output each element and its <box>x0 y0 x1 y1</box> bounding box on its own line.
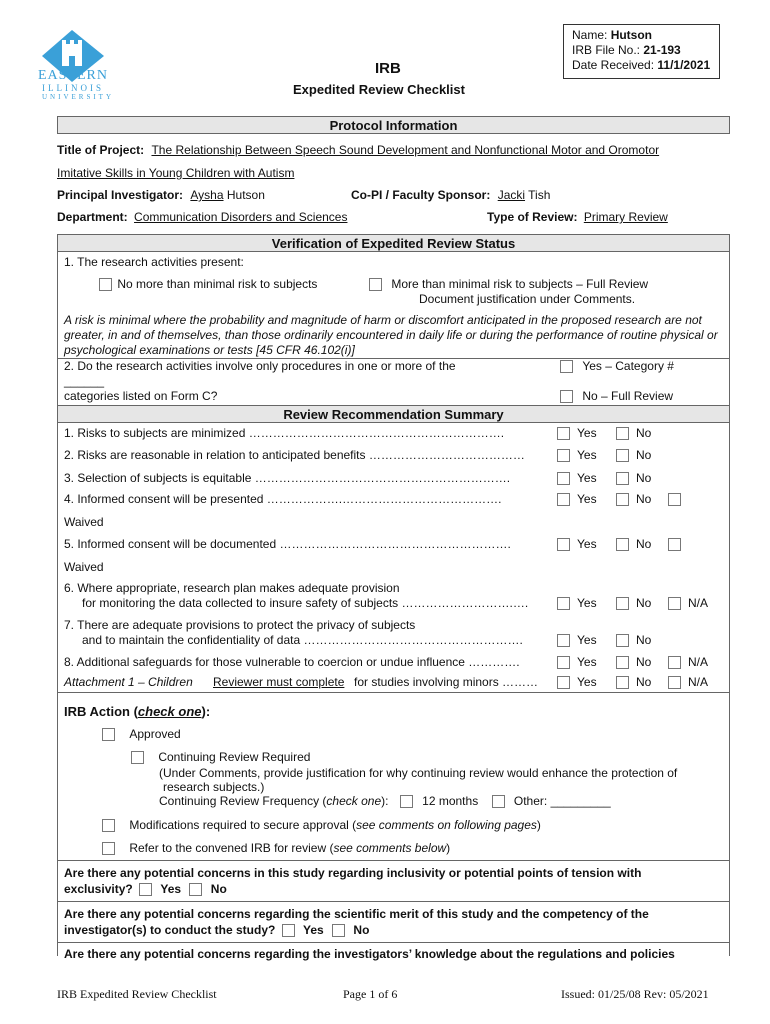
summary-item-7a: 7. There are adequate provisions to protect the privacy of subjects <box>64 618 416 632</box>
concern-2-no-checkbox[interactable] <box>332 924 345 937</box>
refer-em: see comments below <box>333 841 447 855</box>
summary-no-option-1 <box>616 426 651 440</box>
name-value: Hutson <box>610 28 653 42</box>
q2-text-1: 2. Do the research activities involve only procedures in one or more of the <box>64 359 456 373</box>
footer-center: Page 1 of 6 <box>343 987 398 1001</box>
minimal-risk-checkbox[interactable] <box>99 278 112 291</box>
dept-value: Communication Disorders and Sciences <box>134 210 348 224</box>
summary-yes-label-7: Yes <box>577 633 597 647</box>
summary-na-option-5 <box>668 537 681 551</box>
summary-yes-option-4 <box>557 492 597 506</box>
concern-2-no-label: No <box>353 923 370 937</box>
summary-item-3: 3. Selection of subjects is equitable ………………………………………………………. <box>64 471 511 485</box>
frequency-row <box>159 794 611 808</box>
summary-no-label-1: No <box>636 426 652 440</box>
summary-no-option-5 <box>616 537 651 551</box>
type-label: Type of Review: <box>487 210 578 224</box>
summary-yes-label-4: Yes <box>577 492 597 506</box>
summary-na-checkbox-9[interactable] <box>668 676 681 689</box>
concern-2-yes-label: Yes <box>303 923 324 937</box>
summary-na-option-8 <box>668 655 708 669</box>
summary-item-4: 4. Informed consent will be presented ……………….…………………………………. <box>64 492 502 506</box>
info-box <box>563 24 720 79</box>
continuing-checkbox[interactable] <box>131 751 144 764</box>
summary-no-label-5: No <box>636 537 652 551</box>
concern-1-line-2 <box>64 882 227 896</box>
summary-no-option-8 <box>616 655 651 669</box>
summary-yes-checkbox-4[interactable] <box>557 493 570 506</box>
summary-no-label-3: No <box>636 471 652 485</box>
summary-no-label-2: No <box>636 448 652 462</box>
summary-yes-option-2 <box>557 448 597 462</box>
copi-first: Jacki <box>497 188 526 202</box>
summary-no-checkbox-8[interactable] <box>616 656 629 669</box>
yes-category-checkbox[interactable] <box>560 360 573 373</box>
continuing-note-2: research subjects.) <box>163 780 265 794</box>
footer-right: Issued: 01/25/08 Rev: 05/2021 <box>561 987 709 1001</box>
concern-1-no-checkbox[interactable] <box>189 883 202 896</box>
summary-yes-checkbox-3[interactable] <box>557 472 570 485</box>
no-full-label: No – Full Review <box>582 389 674 403</box>
file-label: IRB File No.: <box>572 43 641 57</box>
summary-no-label-8: No <box>636 655 652 669</box>
refer-option <box>102 841 450 855</box>
summary-no-checkbox-5[interactable] <box>616 538 629 551</box>
frequency-em: check one <box>326 794 382 808</box>
concern-2-line-2 <box>64 923 369 937</box>
footer-left: IRB Expedited Review Checklist <box>57 987 217 1001</box>
pi-last: Hutson <box>226 188 265 202</box>
summary-yes-label-8: Yes <box>577 655 597 669</box>
approved-label: Approved <box>129 727 181 741</box>
summary-item-6b: for monitoring the data collected to insure safety of subjects ……………………….…. <box>82 596 529 610</box>
concern-3-line-1: Are there any potential concerns regarding the investigators’ knowledge about the regulations and policies <box>64 947 675 961</box>
summary-section-header: Review Recommendation Summary <box>57 405 730 423</box>
title-value-2: Imitative Skills in Young Children with Autism <box>57 166 295 180</box>
no-full-checkbox[interactable] <box>560 390 573 403</box>
date-label: Date Received: <box>572 58 655 72</box>
irb-action-title <box>64 704 210 719</box>
no-full-option <box>560 389 673 403</box>
summary-yes-checkbox-2[interactable] <box>557 449 570 462</box>
summary-na-checkbox-4[interactable] <box>668 493 681 506</box>
q2-text-2: categories listed on Form C? <box>64 389 218 403</box>
summary-yes-option-6 <box>557 596 597 610</box>
logo-text-university: UNIVERSITY <box>42 93 114 101</box>
other-checkbox[interactable] <box>492 795 505 808</box>
summary-na-label-8: N/A <box>688 655 709 669</box>
concern-1-question: exclusivity? <box>64 882 133 896</box>
university-logo <box>32 26 112 106</box>
approved-checkbox[interactable] <box>102 728 115 741</box>
more-risk-checkbox[interactable] <box>369 278 382 291</box>
summary-item-6a: 6. Where appropriate, research plan makes adequate provision <box>64 581 400 595</box>
summary-no-label-7: No <box>636 633 652 647</box>
approved-option <box>102 727 181 741</box>
frequency-label: Continuing Review Frequency ( <box>159 794 327 808</box>
risk-definition: A risk is minimal where the probability and magnitude of harm or discomfort anticipated in the proposed research are not greater, in and of themselves, than those ordinarily encountered in daily life or during the performance of routine physical or psychological examinations or tests [45 CFR 46.102(i)] <box>64 313 718 357</box>
summary-na-label-9: N/A <box>688 675 709 689</box>
dept-label: Department: <box>57 210 128 224</box>
summary-no-checkbox-1[interactable] <box>616 427 629 440</box>
summary-item-2: 2. Risks are reasonable in relation to anticipated benefits ………………………………… <box>64 448 525 462</box>
concern-1-yes-label: Yes <box>160 882 182 896</box>
verification-section-header: Verification of Expedited Review Status <box>57 234 730 252</box>
summary-no-option-3 <box>616 471 651 485</box>
frequency-end: ): <box>381 794 389 808</box>
summary-item-8: 8. Additional safeguards for those vulnerable to coercion or undue influence …………. <box>64 655 520 669</box>
summary-na-checkbox-6[interactable] <box>668 597 681 610</box>
q1-text: 1. The research activities present: <box>64 255 244 269</box>
summary-na-option-9 <box>668 675 708 689</box>
summary-yes-label-9: Yes <box>577 675 597 689</box>
summary-yes-label-5: Yes <box>577 537 597 551</box>
yes-category-option <box>560 359 674 373</box>
summary-yes-option-3 <box>557 471 597 485</box>
summary-no-checkbox-7[interactable] <box>616 634 629 647</box>
title-label: Title of Project: <box>57 143 145 157</box>
irb-action-title-text: IRB Action ( <box>64 704 138 719</box>
summary-no-checkbox-4[interactable] <box>616 493 629 506</box>
summary-na-checkbox-5[interactable] <box>668 538 681 551</box>
modifications-option <box>102 818 541 832</box>
modifications-checkbox[interactable] <box>102 819 115 832</box>
continuing-label: Continuing Review Required <box>158 750 311 764</box>
summary-yes-checkbox-6[interactable] <box>557 597 570 610</box>
irb-action-title-end: ): <box>201 704 211 719</box>
modifications-end: ) <box>536 818 541 832</box>
summary-yes-option-7 <box>557 633 597 647</box>
concern-2-line-1: Are there any potential concerns regarding the scientific merit of this study and the competency of the <box>64 907 649 921</box>
name-label: Name: <box>572 28 608 42</box>
modifications-label: Modifications required to secure approval ( <box>129 818 357 832</box>
refer-end: ) <box>446 841 451 855</box>
summary-yes-checkbox-9[interactable] <box>557 676 570 689</box>
concern-1-line-1: Are there any potential concerns in this study regarding inclusivity or potential points of tension with <box>64 866 642 880</box>
copi-row <box>351 188 550 202</box>
summary-no-checkbox-2[interactable] <box>616 449 629 462</box>
summary-item-5: 5. Informed consent will be documented …………………………………………………. <box>64 537 511 551</box>
pi-row <box>57 188 265 202</box>
irb-action-title-em: check one <box>137 704 202 719</box>
attachment-label: Attachment 1 – Children <box>64 675 193 689</box>
minimal-risk-label: No more than minimal risk to subjects <box>117 277 318 291</box>
summary-item-1: 1. Risks to subjects are minimized ………………………………………………………. <box>64 426 505 440</box>
project-title-row <box>57 143 659 157</box>
minimal-risk-option <box>99 277 317 291</box>
q2-blank: ______ <box>64 374 105 388</box>
date-value: 11/1/2021 <box>657 58 711 72</box>
summary-no-checkbox-9[interactable] <box>616 676 629 689</box>
summary-item-4-waived: Waived <box>64 515 104 529</box>
summary-no-label-4: No <box>636 492 652 506</box>
refer-label: Refer to the convened IRB for review ( <box>129 841 334 855</box>
type-value: Primary Review <box>583 210 668 224</box>
summary-no-option-4 <box>616 492 651 506</box>
other-label: Other: _________ <box>513 794 611 808</box>
concern-1-yes-checkbox[interactable] <box>139 883 152 896</box>
yes-category-label: Yes – Category # <box>582 359 674 373</box>
concern-2-yes-checkbox[interactable] <box>282 924 295 937</box>
summary-na-label-6: N/A <box>688 596 709 610</box>
copi-last: Tish <box>528 188 551 202</box>
modifications-em: see comments on following pages <box>356 818 537 832</box>
logo-text-illinois: ILLINOIS <box>42 83 104 93</box>
copi-label: Co-PI / Faculty Sponsor: <box>351 188 491 202</box>
attachment-tail: for studies involving minors ……… <box>354 675 539 689</box>
summary-yes-option-8 <box>557 655 597 669</box>
summary-item-5-waived: Waived <box>64 560 104 574</box>
more-risk-option <box>369 277 648 291</box>
reviewer-must-complete: Reviewer must complete <box>213 675 345 689</box>
refer-checkbox[interactable] <box>102 842 115 855</box>
pi-first: Aysha <box>190 188 224 202</box>
type-row <box>487 210 668 224</box>
summary-yes-label-1: Yes <box>577 426 597 440</box>
page-subtitle: Expedited Review Checklist <box>293 82 465 97</box>
pi-label: Principal Investigator: <box>57 188 184 202</box>
summary-na-option-4 <box>668 492 681 506</box>
concern-2-question: investigator(s) to conduct the study? <box>64 923 276 937</box>
concern-1-no-label: No <box>210 882 227 896</box>
summary-yes-option-9 <box>557 675 597 689</box>
dept-row <box>57 210 347 224</box>
summary-yes-option-1 <box>557 426 597 440</box>
more-risk-label-1: More than minimal risk to subjects – Full Review <box>391 277 649 291</box>
summary-yes-checkbox-8[interactable] <box>557 656 570 669</box>
summary-na-option-6 <box>668 596 708 610</box>
file-value: 21-193 <box>643 43 681 57</box>
summary-no-option-9 <box>616 675 651 689</box>
summary-no-option-7 <box>616 633 651 647</box>
summary-no-option-2 <box>616 448 651 462</box>
summary-item-7b: and to maintain the confidentiality of data ………………………………………………. <box>82 633 523 647</box>
summary-no-option-6 <box>616 596 651 610</box>
continuing-note-1: (Under Comments, provide justification for why continuing review would enhance the protection of <box>159 766 678 780</box>
summary-yes-checkbox-1[interactable] <box>557 427 570 440</box>
summary-no-checkbox-6[interactable] <box>616 597 629 610</box>
title-value-1: The Relationship Between Speech Sound Development and Nonfunctional Motor and Oromotor <box>151 143 660 157</box>
twelve-months-checkbox[interactable] <box>400 795 413 808</box>
summary-no-label-6: No <box>636 596 652 610</box>
twelve-months-label: 12 months <box>422 794 479 808</box>
summary-no-checkbox-3[interactable] <box>616 472 629 485</box>
summary-na-checkbox-8[interactable] <box>668 656 681 669</box>
summary-yes-checkbox-7[interactable] <box>557 634 570 647</box>
summary-yes-label-3: Yes <box>577 471 597 485</box>
more-risk-label-2: Document justification under Comments. <box>419 292 636 306</box>
protocol-section-header: Protocol Information <box>57 116 730 134</box>
summary-yes-label-6: Yes <box>577 596 597 610</box>
summary-yes-option-5 <box>557 537 597 551</box>
summary-yes-checkbox-5[interactable] <box>557 538 570 551</box>
continuing-option <box>131 750 310 764</box>
logo-text-eastern: EASTERN <box>38 68 108 83</box>
summary-no-label-9: No <box>636 675 652 689</box>
summary-yes-label-2: Yes <box>577 448 597 462</box>
page-title: IRB <box>375 60 401 77</box>
